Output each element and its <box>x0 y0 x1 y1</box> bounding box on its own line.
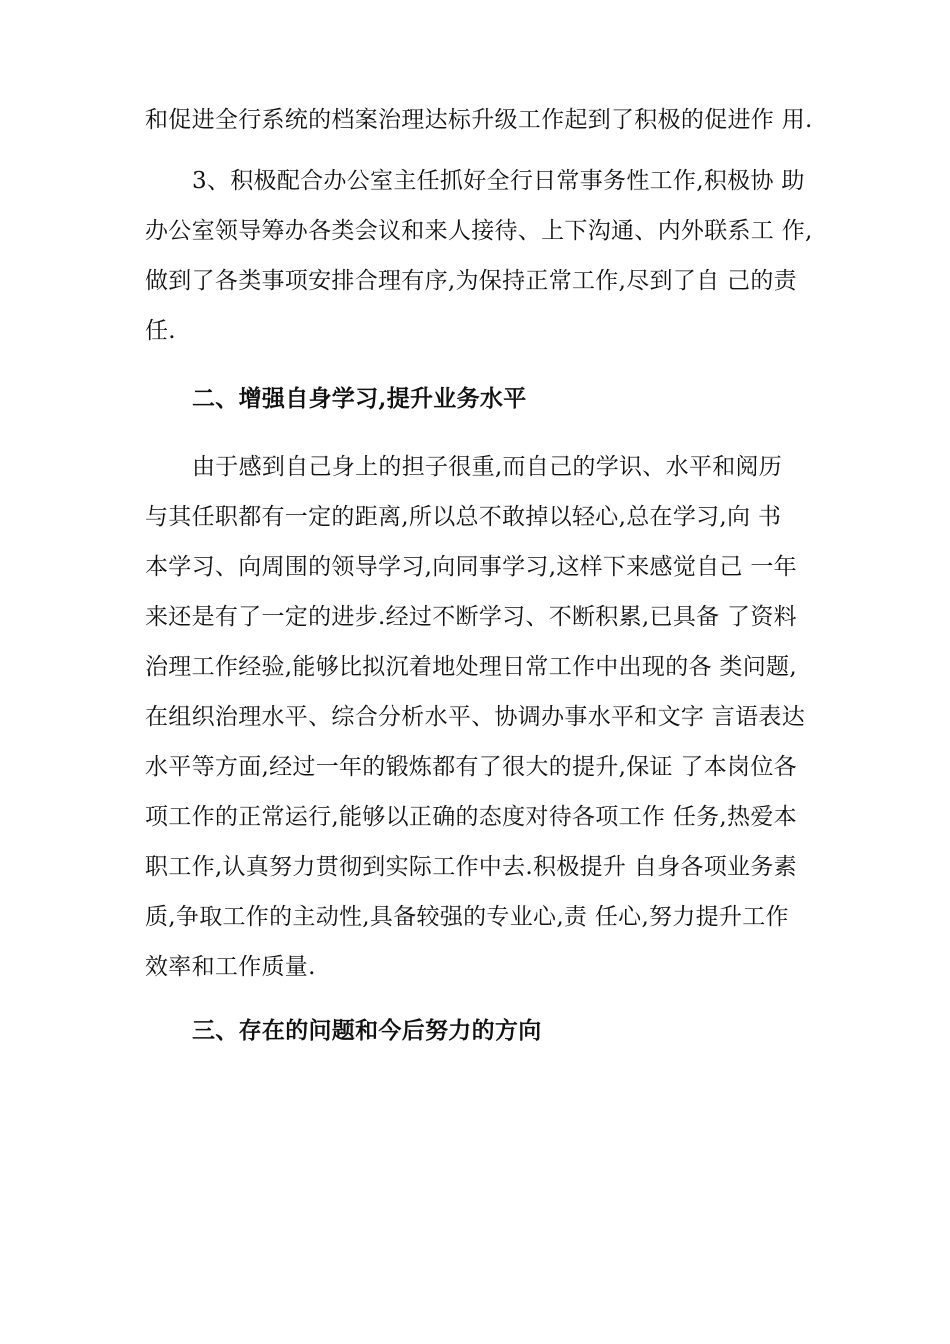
item-3-line-4: 任. <box>145 318 176 344</box>
study-line-11: 效率和工作质量. <box>145 954 316 980</box>
study-line-1: 由于感到自己身上的担子很重,而自己的学识、水平和阅历 <box>192 454 783 480</box>
study-line-8: 项工作的正常运行,能够以正确的态度对待各项工作 任务,热爱本 <box>145 804 797 830</box>
study-line-9: 职工作,认真努力贯彻到实际工作中去.积极提升 自身各项业务素 <box>145 854 797 880</box>
section-heading-3: 三、存在的问题和今后努力的方向 <box>192 1017 542 1044</box>
item-3-line-1: 3、积极配合办公室主任抓好全行日常事务性工作,积极协 助 <box>192 168 805 194</box>
section-heading-2: 二、增强自身学习,提升业务水平 <box>192 385 527 412</box>
item-3-line-2: 办公室领导筹办各类会议和来人接待、上下沟通、内外联系工 作, <box>145 218 813 244</box>
study-line-4: 来还是有了一定的进步.经过不断学习、不断积累,已具备 了资料 <box>145 604 797 630</box>
intro-line-1: 和促进全行系统的档案治理达标升级工作起到了积极的促进作 用. <box>145 107 813 133</box>
study-line-3: 本学习、向周围的领导学习,向同事学习,这样下来感觉自己 一年 <box>145 554 797 580</box>
study-line-2: 与其任职都有一定的距离,所以总不敢掉以轻心,总在学习,向 书 <box>145 504 782 530</box>
study-line-6: 在组织治理水平、综合分析水平、协调办事水平和文字 言语表达 <box>145 704 806 730</box>
study-line-10: 质,争取工作的主动性,具备较强的专业心,责 任心,努力提升工作 <box>145 904 789 930</box>
study-line-7: 水平等方面,经过一年的锻炼都有了很大的提升,保证 了本岗位各 <box>145 754 797 780</box>
study-line-5: 治理工作经验,能够比拟沉着地处理日常工作中出现的各 类问题, <box>145 654 797 680</box>
item-3-line-3: 做到了各类事项安排合理有序,为保持正常工作,尽到了自 己的责 <box>145 268 797 294</box>
